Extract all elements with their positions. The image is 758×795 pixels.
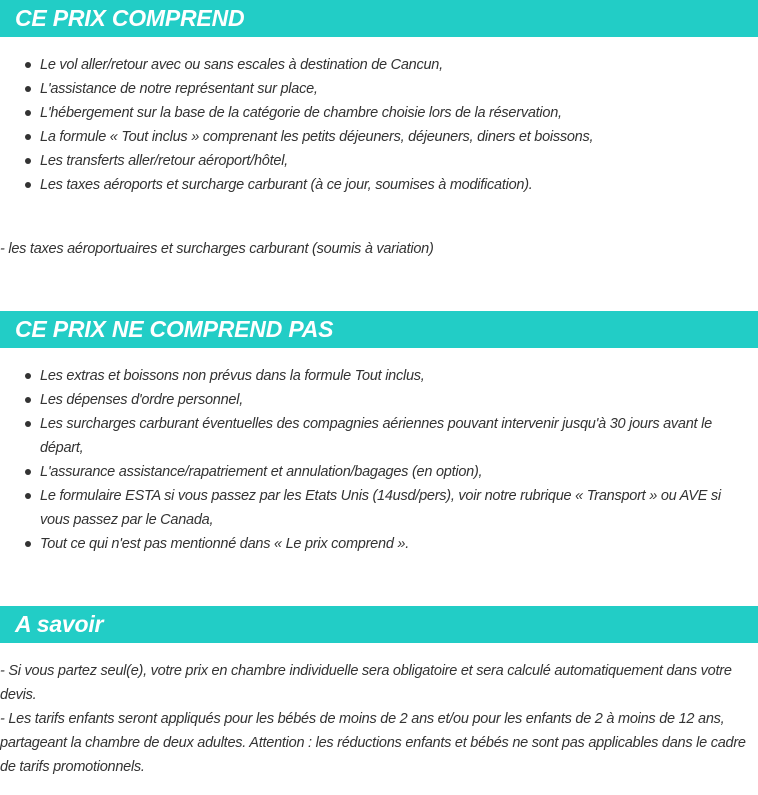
section-title-included: CE PRIX COMPREND (15, 5, 245, 31)
list-item: Les taxes aéroports et surcharge carburant (à ce jour, soumises à modification). (0, 173, 740, 197)
list-item: Les transferts aller/retour aéroport/hôtel, (0, 149, 740, 173)
info-text (0, 659, 752, 779)
included-note: - les taxes aéroportuaires et surcharges carburant (soumis à variation) (0, 241, 434, 257)
list-item: L'hébergement sur la base de la catégorie de chambre choisie lors de la réservation, (0, 101, 740, 125)
section-title-excluded: CE PRIX NE COMPREND PAS (15, 316, 334, 342)
info-paragraph-single-room: - Si vous partez seul(e), votre prix en chambre individuelle sera obligatoire et sera calculé automatiquement dans votre devis. (0, 663, 732, 703)
list-item: La formule « Tout inclus » comprenant les petits déjeuners, déjeuners, diners et boissons, (0, 125, 740, 149)
section-header-included (0, 0, 758, 37)
info-paragraph-child-rates: - Les tarifs enfants seront appliqués pour les bébés de moins de 2 ans et/ou pour les enfants de 2 à moins de 12 ans, partageant la chambre de deux adultes. Attention : les réductions enfants et bébés ne sont pas applicables dans le cadre de tarifs promotionnels. (0, 711, 746, 775)
list-item: L'assistance de notre représentant sur place, (0, 77, 740, 101)
list-item: Tout ce qui n'est pas mentionné dans « Le prix comprend ». (0, 532, 740, 556)
section-header-excluded (0, 311, 758, 348)
list-item: L'assurance assistance/rapatriement et annulation/bagages (en option), (0, 460, 740, 484)
list-item: Le formulaire ESTA si vous passez par les Etats Unis (14usd/pers), voir notre rubrique « Transport » ou AVE si vous passez par le Canada, (0, 484, 740, 532)
list-item: Le vol aller/retour avec ou sans escales à destination de Cancun, (0, 53, 740, 77)
list-item: Les extras et boissons non prévus dans la formule Tout inclus, (0, 364, 740, 388)
list-item: Les surcharges carburant éventuelles des compagnies aériennes pouvant intervenir jusqu'à 30 jours avant le départ, (0, 412, 740, 460)
excluded-list (0, 364, 740, 556)
section-header-info (0, 606, 758, 643)
included-list (0, 53, 740, 197)
list-item: Les dépenses d'ordre personnel, (0, 388, 740, 412)
section-title-info: A savoir (15, 611, 104, 637)
